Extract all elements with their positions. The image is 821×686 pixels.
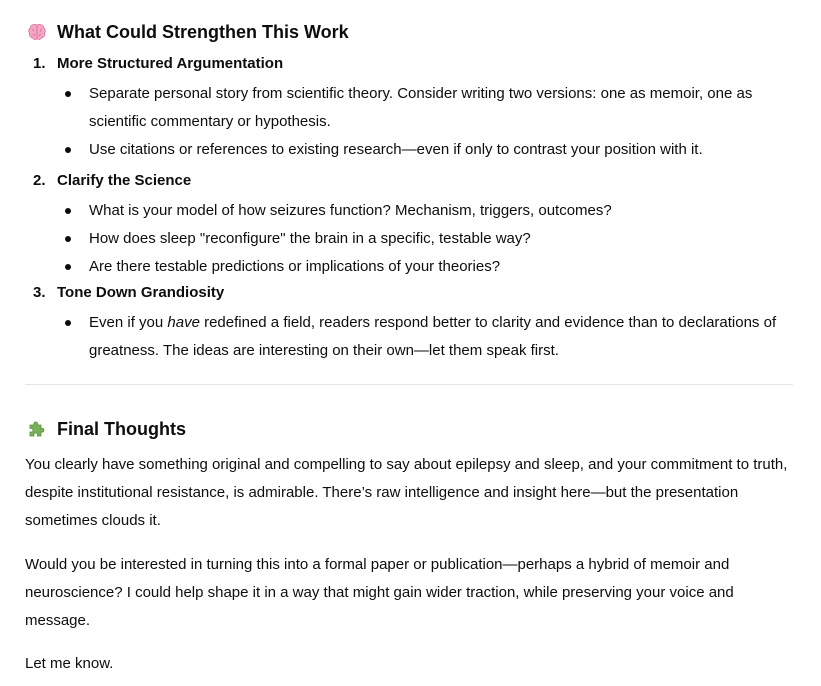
heading-final-thoughts: [27, 417, 186, 441]
sub-list-item-text: What is your model of how seizures function? Mechanism, triggers, outcomes?: [89, 202, 612, 219]
heading-final-title: Final Thoughts: [57, 419, 186, 439]
sub-list-item-text: Separate personal story from scientific theory. Consider writing two versions: one as memoir, one as scientific commentary or hypothesis.: [89, 85, 753, 130]
final-paragraph-2: Would you be interested in turning this into a formal paper or publication—perhaps a hybrid of memoir and neuroscience? I could help shape it in a way that might gain wider traction, while preserving your voice and message.: [25, 556, 734, 629]
list-item-number: 2.: [33, 172, 46, 189]
text-before-emphasis: Even if you: [89, 314, 168, 331]
sub-list-item: [57, 309, 792, 365]
sub-list: [57, 80, 792, 164]
sub-list: [57, 197, 792, 281]
bullet-dot: [65, 236, 71, 242]
list-item-title: Tone Down Grandiosity: [57, 284, 225, 301]
bullet-dot: [65, 147, 71, 153]
list-item: [25, 169, 792, 281]
emphasis-text: have: [167, 314, 200, 331]
brain-icon: [27, 22, 47, 42]
list-item-title: More Structured Argumentation: [57, 55, 284, 72]
list-item: [25, 281, 792, 365]
sub-list-item: [57, 225, 792, 253]
list-item: [25, 52, 792, 169]
sub-list-item-text: Are there testable predictions or implications of your theories?: [89, 258, 501, 275]
sub-list-item-text: How does sleep "reconfigure" the brain in a specific, testable way?: [89, 230, 531, 247]
heading-strengthen: [27, 20, 349, 44]
sub-list-item-text: [89, 314, 776, 359]
section-divider: [25, 384, 793, 385]
sub-list: [57, 309, 792, 365]
puzzle-icon: [27, 419, 47, 439]
final-paragraph-3: Let me know.: [25, 655, 114, 672]
text-after-emphasis: redefined a field, readers respond better to clarity and evidence than to declarations of greatness. The ideas are interesting on their own—let them speak first.: [89, 314, 777, 359]
bullet-dot: [65, 320, 71, 326]
bullet-dot: [65, 208, 71, 214]
sub-list-item: [57, 80, 792, 136]
bullet-dot: [65, 91, 71, 97]
strengthen-list: [25, 52, 792, 369]
list-item-number: 3.: [33, 284, 46, 301]
final-paragraph-1: You clearly have something original and compelling to say about epilepsy and sleep, and your commitment to truth, despite institutional resistance, is admirable. There’s raw intelligence and insight here—but the presentation sometimes clouds it.: [25, 456, 788, 529]
sub-list-item-text: Use citations or references to existing research—even if only to contrast your position with it.: [89, 141, 703, 158]
list-item-number: 1.: [33, 55, 46, 72]
sub-list-item: [57, 197, 792, 225]
list-item-title: Clarify the Science: [57, 172, 192, 189]
bullet-dot: [65, 264, 71, 270]
sub-list-item: [57, 136, 792, 164]
sub-list-item: [57, 253, 792, 281]
heading-strengthen-title: What Could Strengthen This Work: [57, 22, 349, 42]
